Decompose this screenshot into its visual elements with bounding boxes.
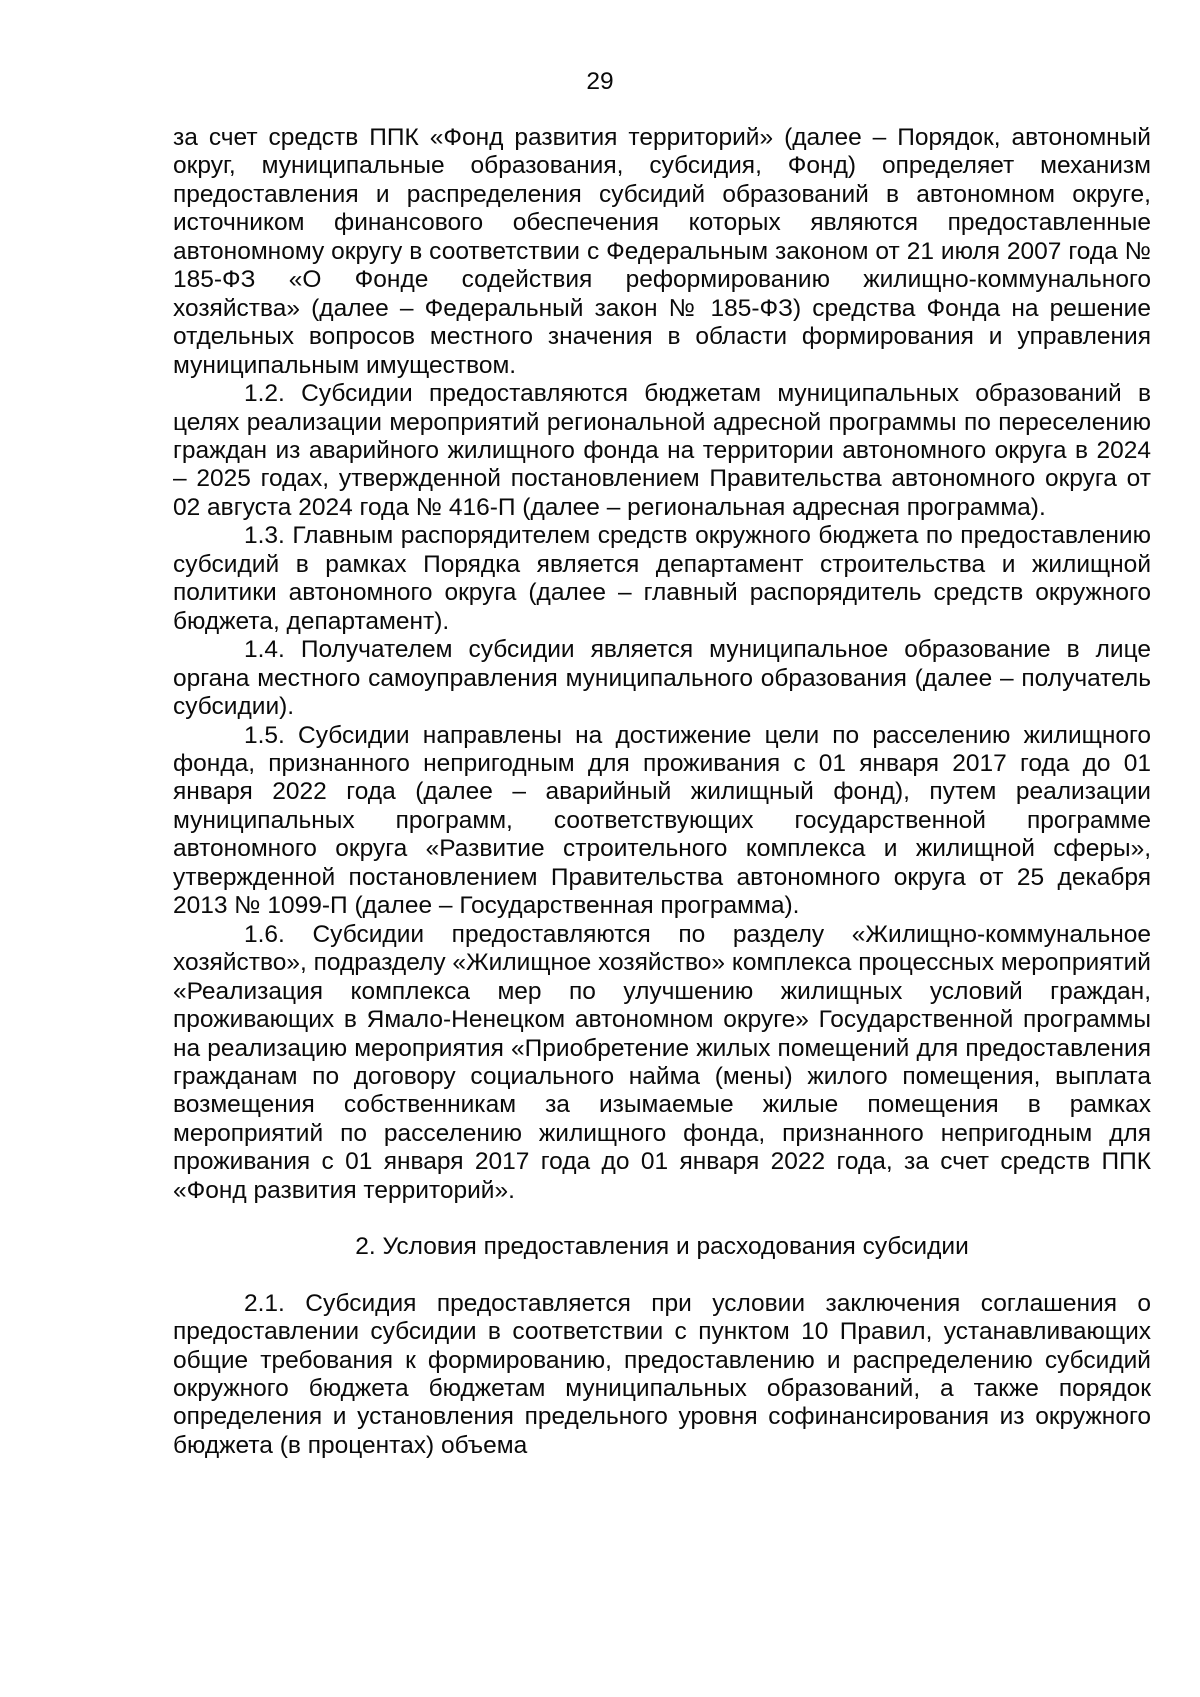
paragraph-1-2: 1.2. Субсидии предоставляются бюджетам муниципальных образований в целях реализации мероприятий региональной адресной программы по переселению граждан из аварийного жилищного фонда на территории автономного округа в 2024 – 2025 годах, утвержденной постановлением Правительства автономного округа от 02 августа 2024 года № 416-П (далее – региональная адресная программа). — [173, 380, 1151, 521]
paragraph-2-1: 2.1. Субсидия предоставляется при условии заключения соглашения о предоставлении субсидии в соответствии с пунктом 10 Правил, устанавливающих общие требования к формированию, предоставлению и распределению субсидий окружного бюджета бюджетам муниципальных образований, а также порядок определения и установления предельного уровня софинансирования из окружного бюджета (в процентах) объема — [173, 1289, 1151, 1459]
paragraph-continuation: за счет средств ППК «Фонд развития территорий» (далее – Порядок, автономный округ, муниципальные образования, субсидия, Фонд) определяет механизм предоставления и распределения субсидий образований в автономном округе, источником финансового обеспечения которых являются предоставленные автономному округу в соответствии с Федеральным законом от 21 июля 2007 года № 185-ФЗ «О Фонде содействия реформированию жилищно-коммунального хозяйства» (далее – Федеральный закон № 185-ФЗ) средства Фонда на решение отдельных вопросов местного значения в области формирования и управления муниципальным имуществом. — [173, 124, 1151, 379]
page-number: 29 — [586, 68, 614, 95]
paragraph-1-3: 1.3. Главным распорядителем средств окружного бюджета по предоставлению субсидий в рамках Порядка является департамент строительства и жилищной политики автономного округа (далее – главный распорядитель средств окружного бюджета, департамент). — [173, 522, 1151, 635]
paragraph-1-4: 1.4. Получателем субсидии является муниципальное образование в лице органа местного самоуправления муниципального образования (далее – получатель субсидии). — [173, 636, 1151, 721]
document-body — [173, 124, 1151, 1460]
section-heading-2: 2. Условия предоставления и расходования субсидии — [355, 1233, 969, 1261]
paragraph-1-6: 1.6. Субсидии предоставляются по разделу «Жилищно-коммунальное хозяйство», подразделу «Жилищное хозяйство» комплекса процессных мероприятий «Реализация комплекса мер по улучшению жилищных условий граждан, проживающих в Ямало-Ненецком автономном округе» Государственной программы на реализацию мероприятия «Приобретение жилых помещений для предоставления гражданам по договору социального найма (мены) жилого помещения, выплата возмещения собственникам за изымаемые жилые помещения в рамках мероприятий по расселению жилищного фонда, признанного непригодным для проживания с 01 января 2017 года до 01 января 2022 года, за счет средств ППК «Фонд развития территорий». — [173, 920, 1151, 1204]
paragraph-1-5: 1.5. Субсидии направлены на достижение цели по расселению жилищного фонда, признанного непригодным для проживания с 01 января 2017 года до 01 января 2022 года (далее – аварийный жилищный фонд), путем реализации муниципальных программ, соответствующих государственной программе автономного округа «Развитие строительного комплекса и жилищной сферы», утвержденной постановлением Правительства автономного округа от 25 декабря 2013 № 1099-П (далее – Государственная программа). — [173, 721, 1151, 920]
